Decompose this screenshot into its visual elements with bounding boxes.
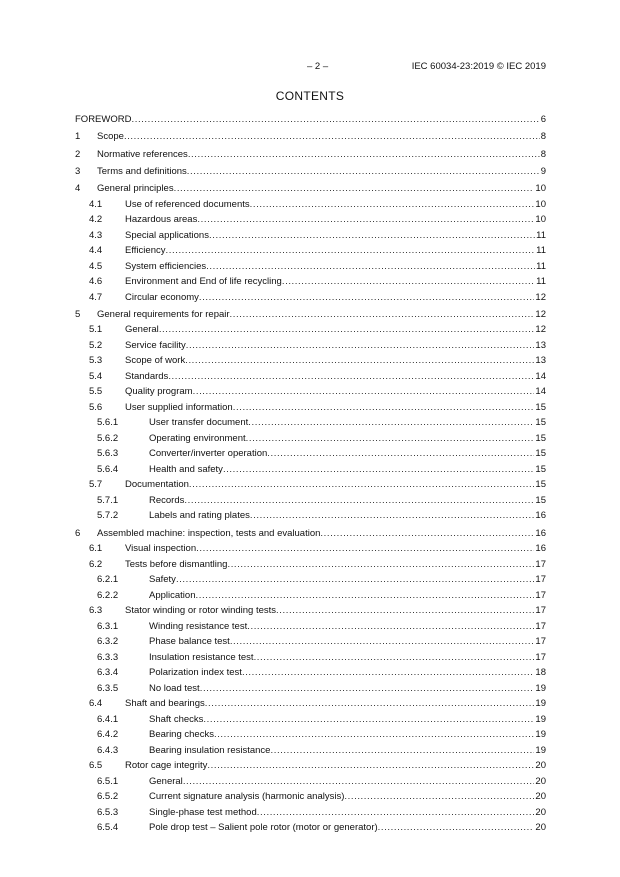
toc-entry-title: Polarization index test (149, 667, 242, 679)
toc-entry-number: 6.3.1 (97, 620, 119, 632)
toc-entry-title: Visual inspection (125, 543, 197, 555)
toc-dot-leader (227, 557, 534, 573)
toc-entry[interactable] (75, 228, 546, 244)
toc-entry-page: 11 (536, 276, 546, 288)
toc-entry-title: Pole drop test – Salient pole rotor (motor or generator) (149, 822, 378, 834)
toc-dot-leader (242, 665, 534, 681)
toc-entry-page: 19 (535, 682, 546, 694)
toc-dot-leader (247, 619, 534, 635)
toc-dot-leader (176, 572, 534, 588)
toc-entry-body (149, 712, 546, 728)
toc-dot-leader (165, 243, 535, 259)
toc-entry-number: 4.3 (89, 229, 103, 241)
toc-entry-body (125, 557, 546, 573)
toc-entry-body (149, 789, 546, 805)
toc-entry-title: Operating environment (149, 432, 246, 444)
toc-entry-body (149, 665, 546, 681)
toc-entry-page: 8 (540, 131, 546, 143)
toc-dot-leader (267, 446, 534, 462)
toc-dot-leader (257, 805, 535, 821)
toc-entry[interactable] (75, 274, 546, 290)
toc-entry-page: 12 (535, 308, 546, 320)
toc-entry-page: 15 (535, 494, 546, 506)
toc-entry-title: Service facility (125, 339, 186, 351)
toc-entry-body (125, 243, 546, 259)
toc-entry[interactable] (75, 508, 546, 524)
toc-entry-page: 8 (540, 148, 546, 160)
toc-dot-leader (185, 353, 534, 369)
toc-entry[interactable] (75, 493, 546, 509)
toc-entry-number: 5.4 (89, 370, 103, 382)
toc-entry-page: 14 (535, 370, 546, 382)
toc-entry-number: 5.6.3 (97, 448, 119, 460)
toc-dot-leader (282, 274, 535, 290)
toc-entry-body (125, 603, 546, 619)
toc-entry[interactable] (75, 774, 546, 790)
toc-entry-number: 6.3.4 (97, 667, 119, 679)
toc-entry-number: 6.3.3 (97, 651, 119, 663)
toc-entry[interactable] (75, 322, 546, 338)
toc-entry-body (149, 415, 546, 431)
toc-dot-leader (248, 415, 534, 431)
toc-entry-body (125, 477, 546, 493)
toc-entry-title: Assembled machine: inspection, tests and evaluation (97, 527, 321, 539)
toc-entry[interactable] (75, 696, 546, 712)
toc-entry[interactable] (75, 197, 546, 213)
toc-entry-body (125, 197, 546, 213)
toc-dot-leader (183, 774, 535, 790)
toc-entry-body (149, 493, 546, 509)
toc-dot-leader (320, 526, 534, 542)
toc-entry-number: 5.6.1 (97, 417, 119, 429)
toc-entry-body (125, 384, 546, 400)
toc-entry-number: 6.2.1 (97, 574, 119, 586)
toc-entry-page: 11 (536, 245, 546, 257)
toc-dot-leader (189, 477, 535, 493)
toc-entry-title: Special applications (125, 229, 209, 241)
toc-entry[interactable] (75, 290, 546, 306)
toc-entry-page: 19 (535, 744, 546, 756)
toc-entry[interactable] (75, 243, 546, 259)
toc-entry-page: 17 (535, 620, 546, 632)
toc-entry-body (149, 588, 546, 604)
toc-entry-page: 13 (535, 355, 546, 367)
toc-entry-title: Health and safety (149, 463, 223, 475)
toc-entry-number: 4.6 (89, 276, 103, 288)
toc-entry-number: 1 (75, 131, 81, 143)
toc-entry-page: 11 (536, 229, 546, 241)
toc-entry-body (125, 400, 546, 416)
toc-entry-title: General principles (97, 183, 174, 195)
toc-entry-number: 4.2 (89, 214, 103, 226)
toc-entry-title: Efficiency (125, 245, 166, 257)
toc-dot-leader (250, 508, 535, 524)
toc-dot-leader (196, 541, 534, 557)
toc-entry-body (149, 508, 546, 524)
toc-dot-leader (131, 112, 539, 128)
toc-entry-number: 5.2 (89, 339, 103, 351)
toc-entry-page: 15 (535, 417, 546, 429)
toc-entry-page: 12 (535, 324, 546, 336)
toc-entry-page: 15 (535, 479, 546, 491)
toc-entry-page: 17 (535, 605, 546, 617)
toc-entry-number: 6.3 (89, 605, 103, 617)
toc-entry-page: 16 (535, 527, 546, 539)
toc-entry-body (125, 290, 546, 306)
toc-entry-page: 15 (535, 432, 546, 444)
toc-entry-title: Bearing checks (149, 729, 214, 741)
toc-entry-number: 6.5.3 (97, 806, 119, 818)
toc-entry-number: 6.2 (89, 558, 103, 570)
toc-entry-page: 16 (535, 543, 546, 555)
toc-entry-body (125, 338, 546, 354)
toc-entry[interactable] (75, 353, 546, 369)
toc-entry-body (149, 572, 546, 588)
toc-entry[interactable] (75, 603, 546, 619)
toc-dot-leader (230, 634, 535, 650)
toc-entry[interactable] (75, 727, 546, 743)
toc-entry[interactable] (75, 634, 546, 650)
toc-entry-title: Bearing insulation resistance (149, 744, 271, 756)
toc-entry-page: 16 (535, 510, 546, 522)
toc-entry-title: Current signature analysis (harmonic analysis) (149, 791, 345, 803)
toc-dot-leader (188, 147, 540, 163)
toc-entry-page: 12 (535, 291, 546, 303)
toc-dot-leader (168, 369, 534, 385)
toc-entry-page: 15 (535, 463, 546, 475)
toc-dot-leader (159, 322, 535, 338)
toc-entry[interactable] (75, 526, 546, 542)
toc-entry-title: Shaft and bearings (125, 698, 205, 710)
toc-entry-page: 20 (535, 775, 546, 787)
toc-dot-leader (184, 493, 534, 509)
toc-entry-body (149, 743, 546, 759)
toc-entry-number: 6.5.4 (97, 822, 119, 834)
toc-entry-number: 4.1 (89, 198, 103, 210)
toc-entry-page: 19 (535, 698, 546, 710)
toc-entry[interactable] (75, 572, 546, 588)
toc-dot-leader (250, 197, 535, 213)
toc-entry-number: 6.4.2 (97, 729, 119, 741)
toc-entry-number: 4.7 (89, 291, 103, 303)
toc-entry[interactable] (75, 400, 546, 416)
toc-entry-title: Quality program (125, 386, 193, 398)
toc-entry-body (125, 758, 546, 774)
toc-entry-page: 17 (535, 589, 546, 601)
toc-entry-number: 6.4.1 (97, 713, 119, 725)
page-number: – 2 – (307, 61, 329, 72)
toc-entry-title: Winding resistance test (149, 620, 248, 632)
toc-entry-page: 17 (535, 558, 546, 570)
toc-entry-body (97, 129, 546, 145)
toc-entry-body (97, 164, 546, 180)
toc-entry-title: Standards (125, 370, 169, 382)
toc-entry-body (125, 259, 546, 275)
toc-entry[interactable] (75, 805, 546, 821)
toc-entry-body (149, 774, 546, 790)
toc-entry-page: 19 (535, 729, 546, 741)
toc-entry-body (149, 634, 546, 650)
page-header (75, 61, 546, 75)
toc-entry[interactable] (75, 415, 546, 431)
toc-entry-body (125, 228, 546, 244)
toc-entry[interactable] (75, 557, 546, 573)
toc-entry-body (149, 805, 546, 821)
toc-dot-leader (124, 129, 540, 145)
toc-entry-number: 5.6.4 (97, 463, 119, 475)
toc-entry[interactable] (75, 259, 546, 275)
toc-entry[interactable] (75, 338, 546, 354)
standard-identifier: IEC 60034-23:2019 © IEC 2019 (411, 61, 546, 72)
toc-entry-body (125, 212, 546, 228)
toc-entry-body (149, 820, 546, 836)
toc-entry-title: General (149, 775, 183, 787)
toc-entry-body (125, 696, 546, 712)
toc-entry-body (149, 650, 546, 666)
toc-entry[interactable] (75, 212, 546, 228)
toc-entry-body (97, 307, 546, 323)
toc-entry-title: Use of referenced documents (125, 198, 250, 210)
toc-entry[interactable] (75, 541, 546, 557)
toc-entry-page: 18 (535, 667, 546, 679)
toc-entry-page: 11 (536, 260, 546, 272)
toc-dot-leader (193, 384, 535, 400)
toc-entry-page: 15 (535, 401, 546, 413)
toc-dot-leader (206, 259, 535, 275)
page-title: CONTENTS (275, 89, 345, 103)
toc-dot-leader (223, 462, 534, 478)
toc-entry[interactable] (75, 181, 546, 197)
toc-dot-leader (174, 181, 535, 197)
toc-dot-leader (214, 727, 534, 743)
toc-entry-title: Stator winding or rotor winding tests (125, 605, 277, 617)
toc-entry-body (149, 446, 546, 462)
toc-dot-leader (207, 758, 534, 774)
toc-entry-title: System efficiencies (125, 260, 207, 272)
toc-entry-number: 6 (75, 527, 81, 539)
toc-entry-page: 6 (540, 114, 546, 125)
toc-entry-body (125, 541, 546, 557)
toc-entry-title: General (125, 324, 159, 336)
toc-entry[interactable] (75, 477, 546, 493)
toc-entry-title: User transfer document (149, 417, 249, 429)
toc-entry-number: 5.7.1 (97, 494, 119, 506)
toc-dot-leader (246, 431, 535, 447)
toc-entry-title: User supplied information (125, 401, 233, 413)
toc-entry[interactable] (75, 789, 546, 805)
toc-dot-leader (200, 681, 535, 697)
toc-entry-page: 17 (535, 651, 546, 663)
toc-entry[interactable] (75, 665, 546, 681)
toc-entry-page: 10 (535, 214, 546, 226)
toc-entry[interactable] (75, 743, 546, 759)
toc-entry-number: 3 (75, 165, 81, 177)
toc-entry[interactable] (75, 619, 546, 635)
toc-entry-title: Normative references (97, 148, 188, 160)
toc-entry-number: 6.4.3 (97, 744, 119, 756)
toc-entry-title: FOREWORD (75, 114, 132, 125)
toc-dot-leader (186, 338, 535, 354)
toc-entry-body (97, 181, 546, 197)
toc-entry-page: 19 (535, 713, 546, 725)
toc-entry-title: Scope (97, 131, 124, 143)
toc-entry-body (97, 147, 546, 163)
toc-entry-title: Rotor cage integrity (125, 760, 208, 772)
toc-entry-page: 15 (535, 448, 546, 460)
toc-entry-title: Single-phase test method (149, 806, 257, 818)
toc-entry-body (125, 274, 546, 290)
toc-entry-number: 6.3.5 (97, 682, 119, 694)
toc-entry-body (125, 322, 546, 338)
toc-entry-title: Circular economy (125, 291, 199, 303)
toc-entry-body (125, 353, 546, 369)
toc-entry[interactable] (75, 147, 546, 163)
toc-entry-page: 20 (535, 806, 546, 818)
toc-entry[interactable] (75, 820, 546, 836)
toc-dot-leader (195, 588, 534, 604)
toc-entry-title: General requirements for repair (97, 308, 230, 320)
toc-entry[interactable] (75, 462, 546, 478)
toc-entry-number: 6.5 (89, 760, 103, 772)
toc-entry[interactable] (75, 758, 546, 774)
toc-entry-number: 6.4 (89, 698, 103, 710)
toc-entry-number: 6.1 (89, 543, 103, 555)
toc-entry-number: 4.5 (89, 260, 103, 272)
toc-dot-leader (378, 820, 535, 836)
toc-entry-title: Safety (149, 574, 176, 586)
toc-entry-page: 17 (535, 574, 546, 586)
toc-dot-leader (254, 650, 535, 666)
toc-entry-body (125, 369, 546, 385)
toc-entry-page: 14 (535, 386, 546, 398)
toc-entry[interactable] (75, 588, 546, 604)
toc-entry-title: Tests before dismantling (125, 558, 228, 570)
toc-entry-page: 20 (535, 822, 546, 834)
table-of-contents (75, 112, 546, 836)
toc-dot-leader (344, 789, 534, 805)
toc-entry-title: Labels and rating plates (149, 510, 250, 522)
toc-dot-leader (230, 307, 535, 323)
toc-dot-leader (205, 696, 535, 712)
toc-entry-title: Documentation (125, 479, 189, 491)
toc-entry-page: 13 (535, 339, 546, 351)
toc-entry-title: Environment and End of life recycling (125, 276, 282, 288)
toc-dot-leader (233, 400, 535, 416)
toc-entry[interactable] (75, 681, 546, 697)
toc-entry-number: 6.3.2 (97, 636, 119, 648)
toc-entry-page: 10 (535, 183, 546, 195)
toc-entry-body (149, 727, 546, 743)
toc-entry-number: 6.5.1 (97, 775, 119, 787)
toc-entry[interactable] (75, 112, 546, 128)
toc-entry-body (97, 526, 546, 542)
toc-entry-number: 4.4 (89, 245, 103, 257)
toc-entry-body (75, 112, 546, 128)
toc-entry-number: 5.7.2 (97, 510, 119, 522)
toc-entry-number: 5.6.2 (97, 432, 119, 444)
toc-entry-number: 5.5 (89, 386, 103, 398)
toc-entry-number: 4 (75, 183, 81, 195)
toc-entry-title: Terms and definitions (97, 165, 187, 177)
toc-entry-number: 5.1 (89, 324, 103, 336)
toc-dot-leader (209, 228, 535, 244)
toc-entry-body (149, 681, 546, 697)
toc-dot-leader (270, 743, 534, 759)
toc-dot-leader (276, 603, 534, 619)
toc-entry-number: 6.5.2 (97, 791, 119, 803)
toc-dot-leader (197, 212, 534, 228)
toc-entry-body (149, 431, 546, 447)
toc-entry-title: Scope of work (125, 355, 186, 367)
toc-entry-body (149, 619, 546, 635)
toc-entry[interactable] (75, 431, 546, 447)
toc-entry-number: 2 (75, 148, 81, 160)
toc-entry-title: Phase balance test (149, 636, 230, 648)
toc-entry-title: Shaft checks (149, 713, 204, 725)
toc-entry[interactable] (75, 164, 546, 180)
toc-entry-title: Converter/inverter operation (149, 448, 268, 460)
toc-entry[interactable] (75, 650, 546, 666)
toc-entry[interactable] (75, 307, 546, 323)
toc-entry[interactable] (75, 446, 546, 462)
toc-entry-number: 5.7 (89, 479, 103, 491)
toc-entry-body (149, 462, 546, 478)
toc-entry[interactable] (75, 384, 546, 400)
toc-entry-page: 10 (535, 198, 546, 210)
toc-entry-title: No load test (149, 682, 200, 694)
toc-entry-title: Insulation resistance test (149, 651, 254, 663)
toc-dot-leader (187, 164, 540, 180)
toc-entry-number: 5.6 (89, 401, 103, 413)
toc-entry-number: 5.3 (89, 355, 103, 367)
toc-entry-number: 6.2.2 (97, 589, 119, 601)
toc-entry-title: Hazardous areas (125, 214, 198, 226)
toc-entry-page: 17 (535, 636, 546, 648)
toc-dot-leader (203, 712, 534, 728)
toc-entry-page: 20 (535, 760, 546, 772)
toc-dot-leader (199, 290, 535, 306)
toc-entry-title: Application (149, 589, 196, 601)
toc-entry[interactable] (75, 129, 546, 145)
toc-entry-page: 20 (535, 791, 546, 803)
toc-entry-number: 5 (75, 308, 81, 320)
toc-entry[interactable] (75, 369, 546, 385)
toc-entry[interactable] (75, 712, 546, 728)
toc-entry-title: Records (149, 494, 185, 506)
toc-entry-page: 9 (540, 165, 546, 177)
